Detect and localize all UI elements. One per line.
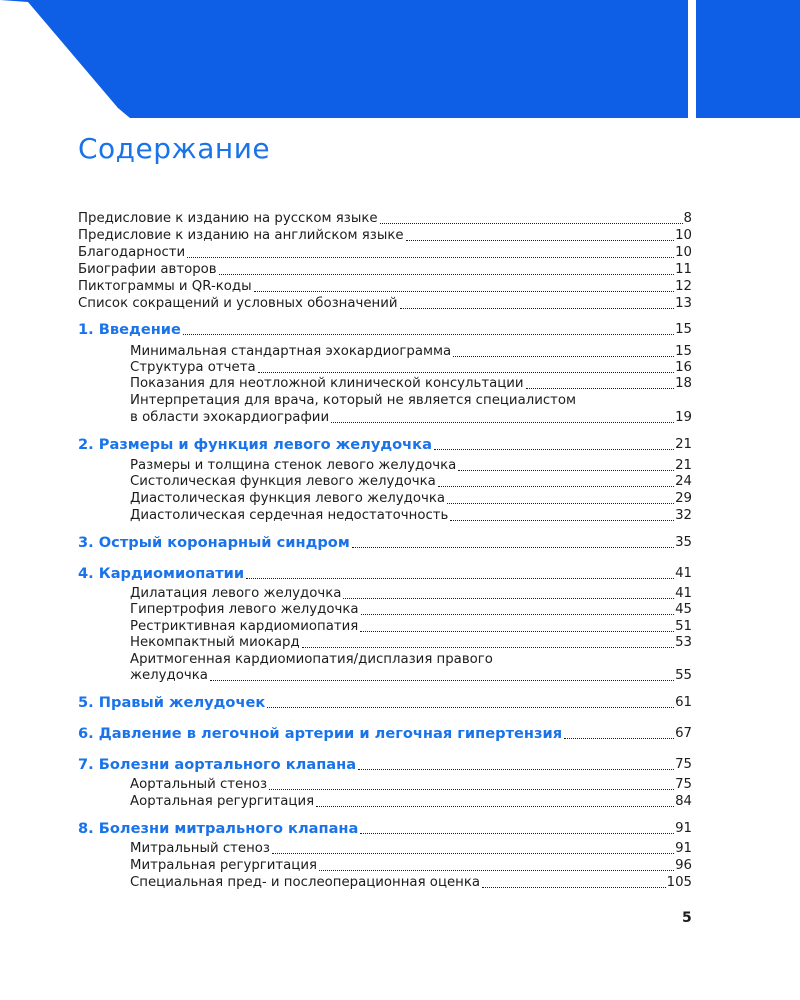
toc-entry-mitral-regurgitation[interactable]: Митральная регургитация 96 bbox=[130, 858, 692, 873]
toc-entry-aortic-stenosis[interactable]: Аортальный стеноз 75 bbox=[130, 777, 692, 792]
toc-entry-lv-dilation[interactable]: Дилатация левого желудочка 41 bbox=[130, 586, 692, 601]
toc-entry-mitral-stenosis[interactable]: Митральный стеноз 91 bbox=[130, 841, 692, 856]
toc-chapter-1[interactable]: 1. Введение 15 bbox=[78, 321, 692, 338]
toc-entry-urgent-consult[interactable]: Показания для неотложной клинической консультации 18 bbox=[130, 376, 692, 391]
toc-entry-restrictive-cm[interactable]: Рестриктивная кардиомиопатия 51 bbox=[130, 619, 692, 634]
toc-entry-arrhythmogenic-line1[interactable]: Аритмогенная кардиомиопатия/дисплазия правого bbox=[130, 652, 493, 667]
toc-entry-lv-systolic[interactable]: Систолическая функция левого желудочка 24 bbox=[130, 474, 692, 489]
toc-entry-interpretation[interactable]: в области эхокардиографии 19 bbox=[130, 410, 692, 425]
toc-entry-lv-diastolic[interactable]: Диастолическая функция левого желудочка 29 bbox=[130, 491, 692, 506]
toc-entry-preface-ru[interactable]: Предисловие к изданию на русском языке 8 bbox=[78, 211, 692, 226]
toc-chapter-8[interactable]: 8. Болезни митрального клапана 91 bbox=[78, 820, 692, 837]
toc-chapter-4[interactable]: 4. Кардиомиопатии 41 bbox=[78, 565, 692, 582]
banner-shape bbox=[0, 0, 688, 118]
toc-entry-acknowledgements[interactable]: Благодарности 10 bbox=[78, 245, 692, 260]
toc-entry-min-echo[interactable]: Минимальная стандартная эхокардиограмма 15 bbox=[130, 344, 692, 359]
toc-entry-author-bios[interactable]: Биографии авторов 11 bbox=[78, 262, 692, 277]
toc-entry-noncompaction[interactable]: Некомпактный миокард 53 bbox=[130, 635, 692, 650]
toc-entry-aortic-regurgitation[interactable]: Аортальная регургитация 84 bbox=[130, 794, 692, 809]
toc-entry-perioperative[interactable]: Специальная пред- и послеоперационная оценка 105 bbox=[130, 875, 692, 890]
page-title: Содержание bbox=[78, 132, 271, 165]
toc-chapter-5[interactable]: 5. Правый желудочек 61 bbox=[78, 694, 692, 711]
toc-entry-abbreviations[interactable]: Список сокращений и условных обозначений 13 bbox=[78, 296, 692, 311]
toc-entry-report-structure[interactable]: Структура отчета 16 bbox=[130, 360, 692, 375]
header-banner bbox=[0, 0, 800, 120]
toc-chapter-7[interactable]: 7. Болезни аортального клапана 75 bbox=[78, 756, 692, 773]
toc-entry-lv-dimensions[interactable]: Размеры и толщина стенок левого желудочка 21 bbox=[130, 458, 692, 473]
banner-side-block bbox=[696, 0, 800, 118]
toc-entry-preface-en[interactable]: Предисловие к изданию на английском языке 10 bbox=[78, 228, 692, 243]
toc-entry-interpretation-line1[interactable]: Интерпретация для врача, который не является специалистом bbox=[130, 393, 577, 408]
toc-entry-lv-hypertrophy[interactable]: Гипертрофия левого желудочка 45 bbox=[130, 602, 692, 617]
toc-chapter-3[interactable]: 3. Острый коронарный синдром 35 bbox=[78, 534, 692, 551]
page-number: 5 bbox=[682, 910, 692, 926]
toc-entry-arrhythmogenic[interactable]: желудочка 55 bbox=[130, 668, 692, 683]
toc-entry-diastolic-hf[interactable]: Диастолическая сердечная недостаточность 32 bbox=[130, 508, 692, 523]
toc-chapter-6[interactable]: 6. Давление в легочной артерии и легочная гипертензия 67 bbox=[78, 725, 692, 742]
toc-chapter-2[interactable]: 2. Размеры и функция левого желудочка 21 bbox=[78, 436, 692, 453]
toc-entry-pictograms[interactable]: Пиктограммы и QR-коды 12 bbox=[78, 279, 692, 294]
